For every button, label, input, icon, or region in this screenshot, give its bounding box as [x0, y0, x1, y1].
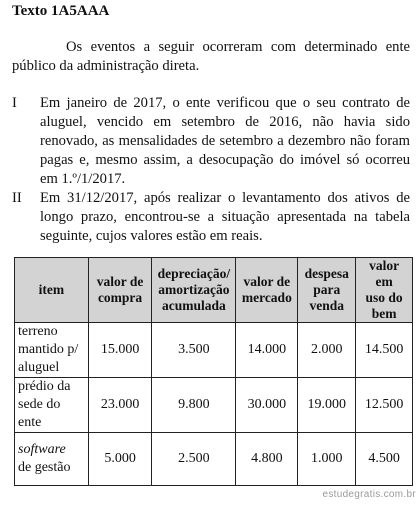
row-label-line: sede do — [18, 397, 61, 412]
table-header-cell — [356, 258, 413, 323]
value-cell: 23.000 — [88, 378, 152, 433]
value-cell: 4.800 — [236, 433, 298, 486]
value-cell: 1.000 — [298, 433, 356, 486]
header-line: para — [313, 282, 341, 297]
row-label-line: aluguel — [18, 360, 60, 375]
list-item-text: Em janeiro de 2017, o ente verificou que o seu contrato de aluguel, vencido em setembro de 2016, não havia sido renovado, as mensalidades de setembro a dezembro não foram pagas e, mesmo assim, a desocupação do imóvel só ocorreu em 1.º/1/2017. — [40, 95, 410, 187]
header-line: bem — [371, 306, 397, 321]
value-cell: 2.000 — [298, 323, 356, 378]
header-line: venda — [309, 298, 344, 313]
list-item-2 — [12, 189, 410, 246]
value-cell: 14.000 — [236, 323, 298, 378]
assets-table — [14, 257, 413, 486]
table-row — [15, 323, 413, 378]
header-line: valor de — [96, 274, 144, 289]
table-body — [15, 323, 413, 486]
row-label-line: terreno — [18, 324, 58, 339]
table-header-row — [15, 258, 413, 323]
row-label-line: mantido p/ — [18, 342, 79, 357]
list-item-1 — [12, 94, 410, 189]
table-header-cell — [298, 258, 356, 323]
table-row — [15, 378, 413, 433]
value-cell: 15.000 — [88, 323, 152, 378]
table-header-cell — [15, 258, 89, 323]
header-line: valor de — [243, 274, 291, 289]
row-label-line: de gestão — [18, 460, 71, 475]
text-title: Texto 1A5AAA — [12, 3, 110, 19]
value-cell: 2.500 — [152, 433, 236, 486]
header-line: compra — [97, 290, 143, 305]
list-item-number: I — [12, 95, 17, 111]
value-cell: 3.500 — [152, 323, 236, 378]
row-label-cell — [15, 433, 89, 486]
intro-paragraph: Os eventos a seguir ocorreram com determinado ente público da administração direta. — [12, 39, 410, 74]
header-line: acumulada — [162, 298, 226, 313]
header-line: mercado — [241, 290, 292, 305]
value-cell: 19.000 — [298, 378, 356, 433]
row-label-cell — [15, 323, 89, 378]
header-line: despesa — [304, 266, 349, 281]
value-cell: 5.000 — [88, 433, 152, 486]
table-header-cell — [236, 258, 298, 323]
table-header-cell — [152, 258, 236, 323]
row-label-line: ente — [18, 415, 42, 430]
header-line: valor em — [369, 258, 400, 289]
table-row — [15, 433, 413, 486]
list-item-number: II — [12, 190, 22, 206]
row-label-cell — [15, 378, 89, 433]
header-line: depreciação/ — [157, 266, 231, 281]
value-cell: 14.500 — [356, 323, 413, 378]
value-cell: 12.500 — [356, 378, 413, 433]
table-header-cell — [88, 258, 152, 323]
header-line: uso do — [365, 290, 403, 305]
value-cell: 9.800 — [152, 378, 236, 433]
row-label-line: prédio da — [18, 379, 71, 394]
header-line: amortização — [158, 282, 230, 297]
row-label-line: software — [18, 442, 66, 457]
value-cell: 30.000 — [236, 378, 298, 433]
watermark: estudegratis.com.br — [322, 489, 416, 500]
value-cell: 4.500 — [356, 433, 413, 486]
header-line: item — [38, 282, 65, 297]
list-item-text: Em 31/12/2017, após realizar o levantamento dos ativos de longo prazo, encontrou-se a situação apresentada na tabela seguinte, cujos valores estão em reais. — [40, 190, 410, 244]
